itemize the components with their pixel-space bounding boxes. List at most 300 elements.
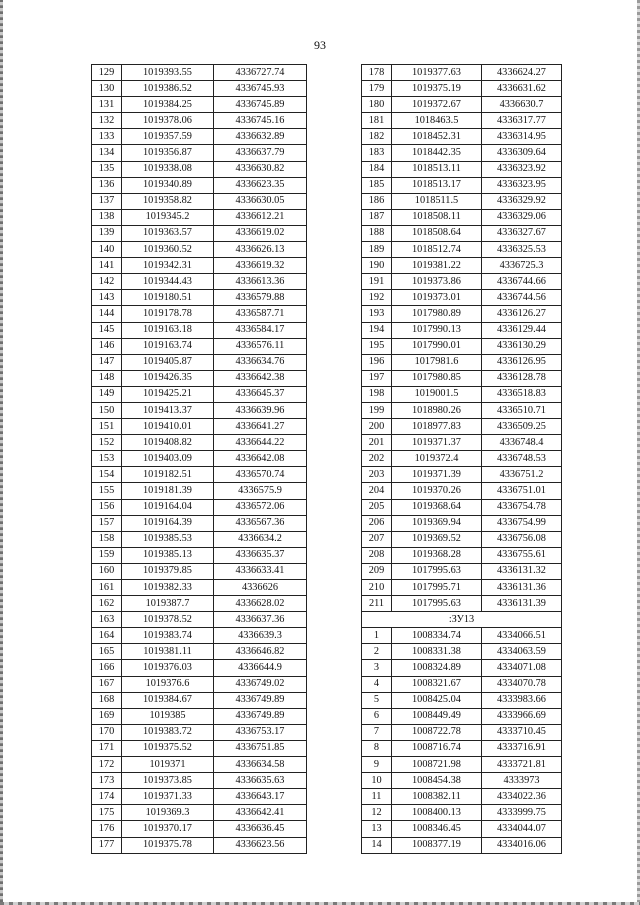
- point-number-cell: 169: [92, 708, 122, 724]
- point-number-cell: 209: [362, 563, 392, 579]
- y-coordinate-cell: 4336131.32: [482, 563, 562, 579]
- x-coordinate-cell: 1018452.31: [392, 129, 482, 145]
- point-number-cell: 173: [92, 773, 122, 789]
- table-row: [362, 563, 562, 579]
- table-row: [362, 161, 562, 177]
- point-number-cell: 200: [362, 419, 392, 435]
- y-coordinate-cell: 4336751.85: [214, 740, 307, 756]
- table-row: [362, 547, 562, 563]
- table-row: [92, 97, 307, 113]
- page-number: 93: [314, 38, 326, 52]
- point-number-cell: 153: [92, 451, 122, 467]
- table-row: [92, 660, 307, 676]
- point-number-cell: 9: [362, 757, 392, 773]
- table-row: [92, 338, 307, 354]
- table-row: [362, 322, 562, 338]
- x-coordinate-cell: 1019342.31: [122, 258, 214, 274]
- x-coordinate-cell: 1019382.33: [122, 580, 214, 596]
- y-coordinate-cell: 4336329.06: [482, 209, 562, 225]
- y-coordinate-cell: 4336584.17: [214, 322, 307, 338]
- y-coordinate-cell: 4336518.83: [482, 386, 562, 402]
- point-number-cell: 148: [92, 370, 122, 386]
- point-number-cell: 146: [92, 338, 122, 354]
- point-number-cell: 147: [92, 354, 122, 370]
- y-coordinate-cell: 4336745.16: [214, 113, 307, 129]
- y-coordinate-cell: 4336624.27: [482, 65, 562, 81]
- point-number-cell: 155: [92, 483, 122, 499]
- y-coordinate-cell: 4336329.92: [482, 193, 562, 209]
- x-coordinate-cell: 1018512.74: [392, 242, 482, 258]
- point-number-cell: 132: [92, 113, 122, 129]
- x-coordinate-cell: 1019425.21: [122, 386, 214, 402]
- y-coordinate-cell: 4336756.08: [482, 531, 562, 547]
- y-coordinate-cell: 4336630.05: [214, 193, 307, 209]
- y-coordinate-cell: 4336748.53: [482, 451, 562, 467]
- table-row: [362, 805, 562, 821]
- x-coordinate-cell: 1018513.11: [392, 161, 482, 177]
- table-row: [92, 306, 307, 322]
- table-row: [92, 290, 307, 306]
- x-coordinate-cell: 1019383.72: [122, 724, 214, 740]
- table-row: [362, 419, 562, 435]
- point-number-cell: 204: [362, 483, 392, 499]
- y-coordinate-cell: 4336587.71: [214, 306, 307, 322]
- y-coordinate-cell: 4336630.82: [214, 161, 307, 177]
- table-row: [362, 193, 562, 209]
- y-coordinate-cell: 4336630.7: [482, 97, 562, 113]
- y-coordinate-cell: 4336126.27: [482, 306, 562, 322]
- point-number-cell: 139: [92, 225, 122, 241]
- point-number-cell: 134: [92, 145, 122, 161]
- table-row: [362, 515, 562, 531]
- table-row: [92, 789, 307, 805]
- y-coordinate-cell: 4336317.77: [482, 113, 562, 129]
- table-row: [362, 225, 562, 241]
- point-number-cell: 6: [362, 708, 392, 724]
- table-row: [362, 740, 562, 756]
- y-coordinate-cell: 4336645.37: [214, 386, 307, 402]
- x-coordinate-cell: 1008425.04: [392, 692, 482, 708]
- point-number-cell: 203: [362, 467, 392, 483]
- x-coordinate-cell: 1019376.03: [122, 660, 214, 676]
- x-coordinate-cell: 1008331.38: [392, 644, 482, 660]
- y-coordinate-cell: 4336612.21: [214, 209, 307, 225]
- point-number-cell: 201: [362, 435, 392, 451]
- x-coordinate-cell: 1019181.39: [122, 483, 214, 499]
- x-coordinate-cell: 1008400.13: [392, 805, 482, 821]
- x-coordinate-cell: 1019413.37: [122, 402, 214, 418]
- table-row: [362, 402, 562, 418]
- table-row: [92, 708, 307, 724]
- y-coordinate-cell: 4336619.32: [214, 258, 307, 274]
- point-number-cell: 194: [362, 322, 392, 338]
- point-number-cell: 138: [92, 209, 122, 225]
- y-coordinate-cell: 4336628.02: [214, 596, 307, 612]
- x-coordinate-cell: 1019369.3: [122, 805, 214, 821]
- y-coordinate-cell: 4334071.08: [482, 660, 562, 676]
- table-row: [362, 837, 562, 853]
- x-coordinate-cell: 1019163.74: [122, 338, 214, 354]
- table-row: [92, 676, 307, 692]
- point-number-cell: 149: [92, 386, 122, 402]
- y-coordinate-cell: 4333721.81: [482, 757, 562, 773]
- x-coordinate-cell: 1018508.11: [392, 209, 482, 225]
- y-coordinate-cell: 4336637.79: [214, 145, 307, 161]
- point-number-cell: 3: [362, 660, 392, 676]
- y-coordinate-cell: 4336128.78: [482, 370, 562, 386]
- x-coordinate-cell: 1018977.83: [392, 419, 482, 435]
- point-number-cell: 2: [362, 644, 392, 660]
- point-number-cell: 208: [362, 547, 392, 563]
- point-number-cell: 185: [362, 177, 392, 193]
- x-coordinate-cell: 1019178.78: [122, 306, 214, 322]
- point-number-cell: 172: [92, 757, 122, 773]
- point-number-cell: 178: [362, 65, 392, 81]
- coordinates-table-right-body: [362, 65, 562, 854]
- x-coordinate-cell: 1019378.52: [122, 612, 214, 628]
- table-row: [92, 451, 307, 467]
- x-coordinate-cell: 1019405.87: [122, 354, 214, 370]
- y-coordinate-cell: 4336639.96: [214, 402, 307, 418]
- x-coordinate-cell: 1008324.89: [392, 660, 482, 676]
- x-coordinate-cell: 1017995.63: [392, 563, 482, 579]
- x-coordinate-cell: 1017995.71: [392, 580, 482, 596]
- point-number-cell: 207: [362, 531, 392, 547]
- x-coordinate-cell: 1008377.19: [392, 837, 482, 853]
- table-row: [92, 499, 307, 515]
- x-coordinate-cell: 1019164.39: [122, 515, 214, 531]
- point-number-cell: 10: [362, 773, 392, 789]
- y-coordinate-cell: 4336131.36: [482, 580, 562, 596]
- table-row: [92, 81, 307, 97]
- y-coordinate-cell: 4336639.3: [214, 628, 307, 644]
- table-row: [92, 354, 307, 370]
- x-coordinate-cell: 1019371: [122, 757, 214, 773]
- y-coordinate-cell: 4336635.37: [214, 547, 307, 563]
- y-coordinate-cell: 4336725.3: [482, 258, 562, 274]
- y-coordinate-cell: 4336644.22: [214, 435, 307, 451]
- table-row: [362, 354, 562, 370]
- x-coordinate-cell: 1019369.94: [392, 515, 482, 531]
- point-number-cell: 152: [92, 435, 122, 451]
- table-row: [362, 113, 562, 129]
- x-coordinate-cell: 1019180.51: [122, 290, 214, 306]
- x-coordinate-cell: 1008454.38: [392, 773, 482, 789]
- y-coordinate-cell: 4334070.78: [482, 676, 562, 692]
- table-row: [362, 129, 562, 145]
- point-number-cell: 199: [362, 402, 392, 418]
- x-coordinate-cell: 1019360.52: [122, 242, 214, 258]
- coordinates-table-left: [91, 64, 307, 854]
- table-row: [92, 515, 307, 531]
- point-number-cell: 4: [362, 676, 392, 692]
- x-coordinate-cell: 1019357.59: [122, 129, 214, 145]
- x-coordinate-cell: 1018513.17: [392, 177, 482, 193]
- table-row: [362, 258, 562, 274]
- point-number-cell: 210: [362, 580, 392, 596]
- x-coordinate-cell: 1017990.01: [392, 338, 482, 354]
- table-row: [92, 113, 307, 129]
- y-coordinate-cell: 4336754.78: [482, 499, 562, 515]
- point-number-cell: 205: [362, 499, 392, 515]
- point-number-cell: 164: [92, 628, 122, 644]
- point-number-cell: 175: [92, 805, 122, 821]
- table-row: [92, 821, 307, 837]
- y-coordinate-cell: 4336613.36: [214, 274, 307, 290]
- x-coordinate-cell: 1019370.26: [392, 483, 482, 499]
- y-coordinate-cell: 4336635.63: [214, 773, 307, 789]
- point-number-cell: 141: [92, 258, 122, 274]
- x-coordinate-cell: 1018463.5: [392, 113, 482, 129]
- table-row: [92, 773, 307, 789]
- table-row: [362, 724, 562, 740]
- y-coordinate-cell: 4336633.41: [214, 563, 307, 579]
- y-coordinate-cell: 4334063.59: [482, 644, 562, 660]
- point-number-cell: 137: [92, 193, 122, 209]
- coordinates-table-right: [361, 64, 562, 854]
- point-number-cell: 1: [362, 628, 392, 644]
- table-row: [92, 692, 307, 708]
- table-row: [362, 467, 562, 483]
- x-coordinate-cell: 1019376.6: [122, 676, 214, 692]
- y-coordinate-cell: 4336755.61: [482, 547, 562, 563]
- table-row: [92, 644, 307, 660]
- table-row: [92, 580, 307, 596]
- y-coordinate-cell: 4336753.17: [214, 724, 307, 740]
- table-row: [362, 821, 562, 837]
- y-coordinate-cell: 4334044.07: [482, 821, 562, 837]
- point-number-cell: 177: [92, 837, 122, 853]
- x-coordinate-cell: 1008716.74: [392, 740, 482, 756]
- table-row: [92, 177, 307, 193]
- point-number-cell: 157: [92, 515, 122, 531]
- table-row: [362, 274, 562, 290]
- point-number-cell: 182: [362, 129, 392, 145]
- x-coordinate-cell: 1019426.35: [122, 370, 214, 386]
- point-number-cell: 190: [362, 258, 392, 274]
- y-coordinate-cell: 4336745.89: [214, 97, 307, 113]
- point-number-cell: 179: [362, 81, 392, 97]
- x-coordinate-cell: 1019384.25: [122, 97, 214, 113]
- point-number-cell: 143: [92, 290, 122, 306]
- x-coordinate-cell: 1019372.4: [392, 451, 482, 467]
- y-coordinate-cell: 4336575.9: [214, 483, 307, 499]
- x-coordinate-cell: 1008721.98: [392, 757, 482, 773]
- y-coordinate-cell: 4336634.2: [214, 531, 307, 547]
- point-number-cell: 130: [92, 81, 122, 97]
- table-row: [92, 596, 307, 612]
- y-coordinate-cell: 4336567.36: [214, 515, 307, 531]
- point-number-cell: 166: [92, 660, 122, 676]
- y-coordinate-cell: 4336126.95: [482, 354, 562, 370]
- y-coordinate-cell: 4336744.56: [482, 290, 562, 306]
- table-row: [92, 435, 307, 451]
- table-row: [92, 161, 307, 177]
- y-coordinate-cell: 4336748.4: [482, 435, 562, 451]
- y-coordinate-cell: 4336634.76: [214, 354, 307, 370]
- x-coordinate-cell: 1019372.67: [392, 97, 482, 113]
- x-coordinate-cell: 1019384.67: [122, 692, 214, 708]
- table-row: [362, 386, 562, 402]
- table-row: [92, 386, 307, 402]
- point-number-cell: 150: [92, 402, 122, 418]
- point-number-cell: 135: [92, 161, 122, 177]
- table-row: [362, 499, 562, 515]
- x-coordinate-cell: 1019363.57: [122, 225, 214, 241]
- table-row: [362, 97, 562, 113]
- x-coordinate-cell: 1017995.63: [392, 596, 482, 612]
- table-row: [92, 757, 307, 773]
- y-coordinate-cell: 4336510.71: [482, 402, 562, 418]
- y-coordinate-cell: 4336579.88: [214, 290, 307, 306]
- y-coordinate-cell: 4336570.74: [214, 467, 307, 483]
- point-number-cell: 184: [362, 161, 392, 177]
- point-number-cell: 192: [362, 290, 392, 306]
- y-coordinate-cell: 4336327.67: [482, 225, 562, 241]
- y-coordinate-cell: 4336631.62: [482, 81, 562, 97]
- point-number-cell: 140: [92, 242, 122, 258]
- table-row: [362, 580, 562, 596]
- point-number-cell: 170: [92, 724, 122, 740]
- x-coordinate-cell: 1018508.64: [392, 225, 482, 241]
- y-coordinate-cell: 4336751.2: [482, 467, 562, 483]
- point-number-cell: 11: [362, 789, 392, 805]
- table-row: [362, 145, 562, 161]
- point-number-cell: 197: [362, 370, 392, 386]
- table-row: [92, 547, 307, 563]
- y-coordinate-cell: 4336745.93: [214, 81, 307, 97]
- y-coordinate-cell: 4336643.17: [214, 789, 307, 805]
- table-row: [92, 193, 307, 209]
- table-row: [92, 242, 307, 258]
- table-row: [362, 789, 562, 805]
- y-coordinate-cell: 4333973: [482, 773, 562, 789]
- x-coordinate-cell: 1019370.17: [122, 821, 214, 837]
- table-row: [362, 692, 562, 708]
- x-coordinate-cell: 1019375.19: [392, 81, 482, 97]
- point-number-cell: 180: [362, 97, 392, 113]
- x-coordinate-cell: 1019386.52: [122, 81, 214, 97]
- y-coordinate-cell: 4336619.02: [214, 225, 307, 241]
- table-row: [362, 81, 562, 97]
- table-row: [362, 757, 562, 773]
- point-number-cell: 193: [362, 306, 392, 322]
- x-coordinate-cell: 1019381.22: [392, 258, 482, 274]
- x-coordinate-cell: 1019373.86: [392, 274, 482, 290]
- y-coordinate-cell: 4336749.02: [214, 676, 307, 692]
- x-coordinate-cell: 1019373.85: [122, 773, 214, 789]
- table-row: [362, 660, 562, 676]
- point-number-cell: 136: [92, 177, 122, 193]
- x-coordinate-cell: 1019371.39: [392, 467, 482, 483]
- point-number-cell: 196: [362, 354, 392, 370]
- point-number-cell: 176: [92, 821, 122, 837]
- y-coordinate-cell: 4336749.89: [214, 708, 307, 724]
- point-number-cell: 181: [362, 113, 392, 129]
- x-coordinate-cell: 1019356.87: [122, 145, 214, 161]
- x-coordinate-cell: 1019385.13: [122, 547, 214, 563]
- x-coordinate-cell: 1019375.52: [122, 740, 214, 756]
- x-coordinate-cell: 1019344.43: [122, 274, 214, 290]
- section-header-row: [362, 612, 562, 628]
- y-coordinate-cell: 4336634.58: [214, 757, 307, 773]
- table-row: [92, 483, 307, 499]
- point-number-cell: 159: [92, 547, 122, 563]
- table-row: [362, 451, 562, 467]
- y-coordinate-cell: 4333999.75: [482, 805, 562, 821]
- y-coordinate-cell: 4336744.66: [482, 274, 562, 290]
- table-row: [92, 805, 307, 821]
- y-coordinate-cell: 4334066.51: [482, 628, 562, 644]
- table-row: [92, 370, 307, 386]
- point-number-cell: 151: [92, 419, 122, 435]
- x-coordinate-cell: 1019371.33: [122, 789, 214, 805]
- x-coordinate-cell: 1008722.78: [392, 724, 482, 740]
- x-coordinate-cell: 1019001.5: [392, 386, 482, 402]
- point-number-cell: 156: [92, 499, 122, 515]
- point-number-cell: 145: [92, 322, 122, 338]
- x-coordinate-cell: 1019378.06: [122, 113, 214, 129]
- x-coordinate-cell: 1019369.52: [392, 531, 482, 547]
- point-number-cell: 7: [362, 724, 392, 740]
- point-number-cell: 8: [362, 740, 392, 756]
- table-row: [362, 708, 562, 724]
- point-number-cell: 12: [362, 805, 392, 821]
- y-coordinate-cell: 4336623.56: [214, 837, 307, 853]
- x-coordinate-cell: 1008346.45: [392, 821, 482, 837]
- x-coordinate-cell: 1019403.09: [122, 451, 214, 467]
- point-number-cell: 160: [92, 563, 122, 579]
- table-row: [92, 322, 307, 338]
- point-number-cell: 187: [362, 209, 392, 225]
- table-row: [362, 177, 562, 193]
- y-coordinate-cell: 4333710.45: [482, 724, 562, 740]
- point-number-cell: 189: [362, 242, 392, 258]
- y-coordinate-cell: 4336754.99: [482, 515, 562, 531]
- x-coordinate-cell: 1019358.82: [122, 193, 214, 209]
- y-coordinate-cell: 4336314.95: [482, 129, 562, 145]
- table-row: [92, 628, 307, 644]
- table-row: [92, 419, 307, 435]
- point-number-cell: 195: [362, 338, 392, 354]
- y-coordinate-cell: 4336325.53: [482, 242, 562, 258]
- table-row: [362, 773, 562, 789]
- x-coordinate-cell: 1018442.35: [392, 145, 482, 161]
- x-coordinate-cell: 1019379.85: [122, 563, 214, 579]
- x-coordinate-cell: 1008449.49: [392, 708, 482, 724]
- x-coordinate-cell: 1019345.2: [122, 209, 214, 225]
- table-row: [362, 209, 562, 225]
- y-coordinate-cell: 4336131.39: [482, 596, 562, 612]
- y-coordinate-cell: 4336576.11: [214, 338, 307, 354]
- table-row: [362, 676, 562, 692]
- y-coordinate-cell: 4336641.27: [214, 419, 307, 435]
- table-row: [92, 209, 307, 225]
- point-number-cell: 133: [92, 129, 122, 145]
- table-row: [92, 145, 307, 161]
- table-row: [362, 435, 562, 451]
- point-number-cell: 167: [92, 676, 122, 692]
- table-row: [92, 402, 307, 418]
- point-number-cell: 131: [92, 97, 122, 113]
- x-coordinate-cell: 1019383.74: [122, 628, 214, 644]
- y-coordinate-cell: 4336309.64: [482, 145, 562, 161]
- x-coordinate-cell: 1017990.13: [392, 322, 482, 338]
- table-row: [362, 483, 562, 499]
- x-coordinate-cell: 1017980.85: [392, 370, 482, 386]
- x-coordinate-cell: 1019368.64: [392, 499, 482, 515]
- y-coordinate-cell: 4333983.66: [482, 692, 562, 708]
